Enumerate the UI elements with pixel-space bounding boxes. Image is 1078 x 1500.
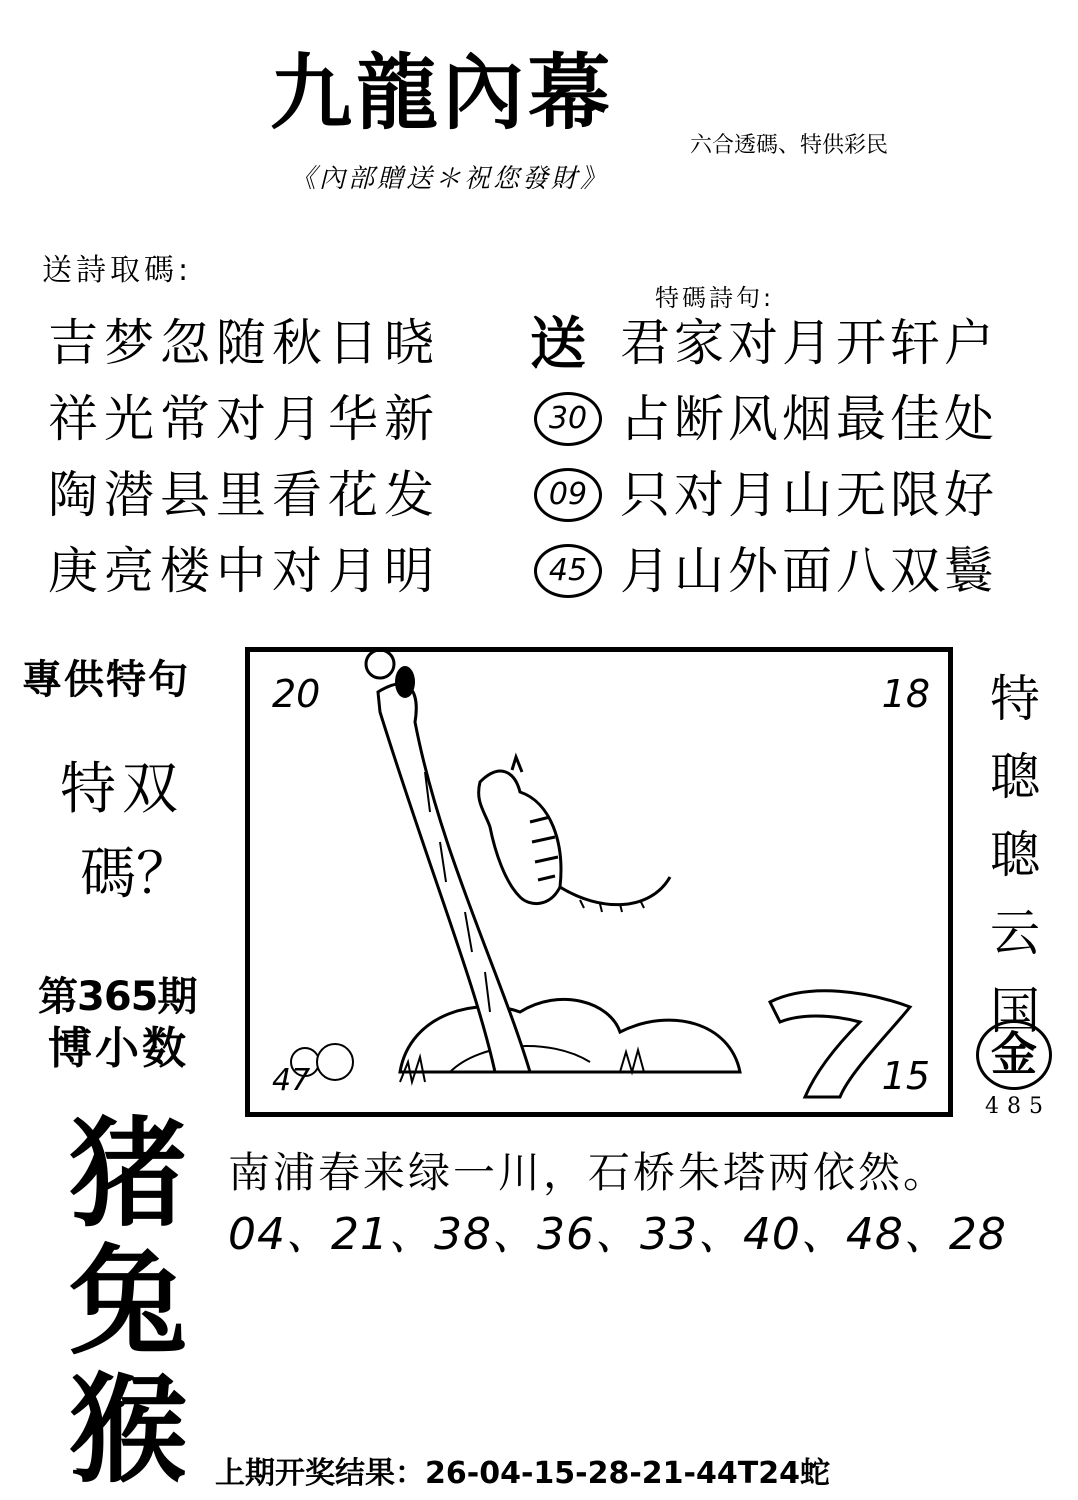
circled-number: 45 [534, 544, 602, 598]
animal-char: 猴 [68, 1360, 187, 1499]
cat-tree-illustration [250, 652, 948, 1112]
last-result: 上期开奖结果：26-04-15-28-21-44T24蛇 [215, 1456, 830, 1491]
corner-number-top-left: 20 [272, 672, 321, 716]
illustration-panel [245, 647, 953, 1117]
right-column-char: 云 [990, 904, 1040, 962]
page-title: 九龍內幕 [270, 45, 615, 141]
right-column-char: 聰 [990, 826, 1040, 884]
animal-list [58, 1104, 198, 1499]
poem-left-line: 祥光常对月华新 [48, 390, 440, 448]
gold-number: 485 [985, 1094, 1051, 1119]
poem-label: 送詩取碼: [42, 253, 193, 288]
special-line-2: 碼？ [80, 842, 192, 907]
animal-char: 猪 [68, 1104, 187, 1243]
right-column-char: 聰 [990, 748, 1040, 806]
send-char: 送 [530, 312, 586, 377]
right-column-char: 特 [990, 670, 1040, 728]
special-label: 專供特句 [22, 657, 190, 703]
poem-right-line: 只对月山无限好 [620, 466, 998, 524]
special-line-1: 特双 [60, 757, 184, 822]
circled-number: 09 [534, 468, 602, 522]
poem-left [48, 305, 468, 609]
poem-right-line: 占断风烟最佳处 [620, 390, 998, 448]
gold-badge: 金 [976, 1020, 1052, 1090]
right-column-char: 国 [990, 982, 1040, 1040]
tema-label: 特碼詩句: [655, 284, 775, 312]
issue-number: 第365期 [38, 974, 197, 1020]
poem-right [620, 305, 1040, 609]
subtitle: 六合透碼、特供彩民 [690, 133, 889, 158]
corner-number-top-right: 18 [881, 672, 930, 716]
animal-char: 兔 [68, 1232, 187, 1371]
right-column [980, 660, 1050, 1050]
poem-left-line: 吉梦忽随秋日晓 [48, 314, 440, 372]
poem-right-line: 月山外面八双鬟 [620, 542, 998, 600]
number-list: 04、21、38、36、33、40、48、28 [228, 1209, 1007, 1260]
tagline: 《內部贈送＊祝您發財》 [290, 164, 610, 194]
poem-right-line: 君家对月开轩户 [620, 314, 998, 372]
poem-left-line: 陶潜县里看花发 [48, 466, 440, 524]
corner-number-bottom-left: 47 [272, 1063, 311, 1098]
circled-number: 30 [534, 392, 602, 446]
poem-left-line: 庚亮楼中对月明 [48, 542, 440, 600]
verse-text: 南浦春来绿一川，石桥朱塔两依然。 [228, 1148, 949, 1197]
corner-number-bottom-right: 15 [881, 1054, 930, 1098]
issue-sub: 博小数 [48, 1023, 189, 1074]
